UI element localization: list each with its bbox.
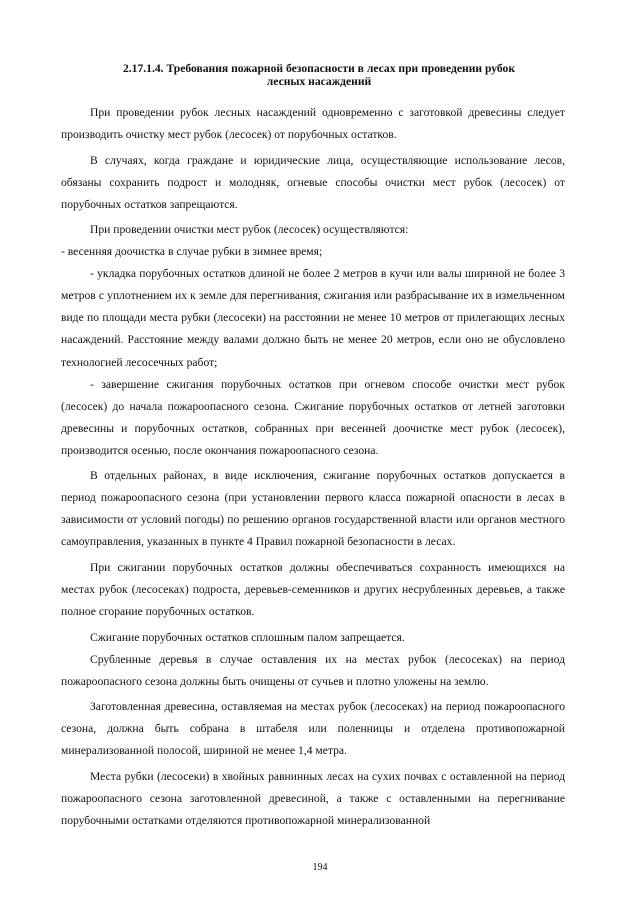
paragraph-6: - завершение сжигания порубочных остатков при огневом способе очистки мест рубок (лесосек) до начала пожароопасного сезона. Сжигание порубочных остатков от летней заготовки древесины и порубочных остатков, собранных при весенней доочистке мест рубок (лесосек), производится осенью, после окончания пожароопасного сезона. <box>61 377 565 457</box>
paragraph-12: Места рубки (лесосеки) в хвойных равнинных лесах на сухих почвах с оставленной на период пожароопасного сезона заготовленной древесиной, а также с оставленными на перегнивание порубочными остатками отделяются противопожарной минерализованной <box>61 769 565 827</box>
section-heading <box>61 62 565 88</box>
paragraph-1: При проведении рубок лесных насаждений одновременно с заготовкой древесины следует производить очистку мест рубок (лесосек) от порубочных остатков. <box>61 106 565 142</box>
paragraph-9: Сжигание порубочных остатков сплошным палом запрещается. <box>90 630 405 644</box>
paragraph-8: При сжигании порубочных остатков должны обеспечиваться сохранность имеющихся на местах рубок (лесосеках) подроста, деревьев-семенников и других несрубленных деревьев, а также полное сгорание порубочных остатков. <box>61 560 565 619</box>
paragraph-5: - укладка порубочных остатков длиной не более 2 метров в кучи или валы шириной не более 3 метров с уплотнением их к земле для перегнивания, сжигания или разбрасывание их в измельченном виде по площади места рубки (лесосеки) на расстоянии не менее 10 метров от прилегающих лесных насаждений. Расстояние между валами должно быть не менее 20 метров, если оно не обусловлено технологией лесосечных работ; <box>61 267 565 369</box>
paragraph-11: Заготовленная древесина, оставляемая на местах рубок (лесосеках) на период пожароопасного сезона, должна быть собрана в штабеля или поленницы и отделена противопожарной минерализованной полосой, шириной не менее 1,4 метра. <box>61 700 565 758</box>
paragraph-7: В отдельных районах, в виде исключения, сжигание порубочных остатков допускается в период пожароопасного сезона (при установлении первого класса пожарной опасности в лесах в зависимости от условий погоды) по решению органов государственной власти или органов местного самоуправления, указанных в пункте 4 Правил пожарной безопасности в лесах. <box>61 469 565 549</box>
paragraph-2: В случаях, когда граждане и юридические лица, осуществляющие использование лесов, обязаны сохранить подрост и молодняк, огневые способы очистки мест рубок (лесосек) от порубочных остатков запрещаются. <box>61 153 565 211</box>
paragraph-4: - весенняя доочистка в случае рубки в зимнее время; <box>61 245 323 259</box>
section-heading-line-2: лесных насаждений <box>266 75 372 88</box>
page-number: 194 <box>312 862 328 873</box>
paragraph-10: Срубленные деревья в случае оставления их на местах рубок (лесосеках) на период пожароопасного сезона должны быть очищены от сучьев и плотно уложены на землю. <box>61 652 565 688</box>
paragraph-3: При проведении очистки мест рубок (лесосек) осуществляются: <box>90 223 409 237</box>
page-content <box>61 62 565 832</box>
section-heading-line-1: 2.17.1.4. Требования пожарной безопасности в лесах при проведении рубок <box>122 62 516 75</box>
